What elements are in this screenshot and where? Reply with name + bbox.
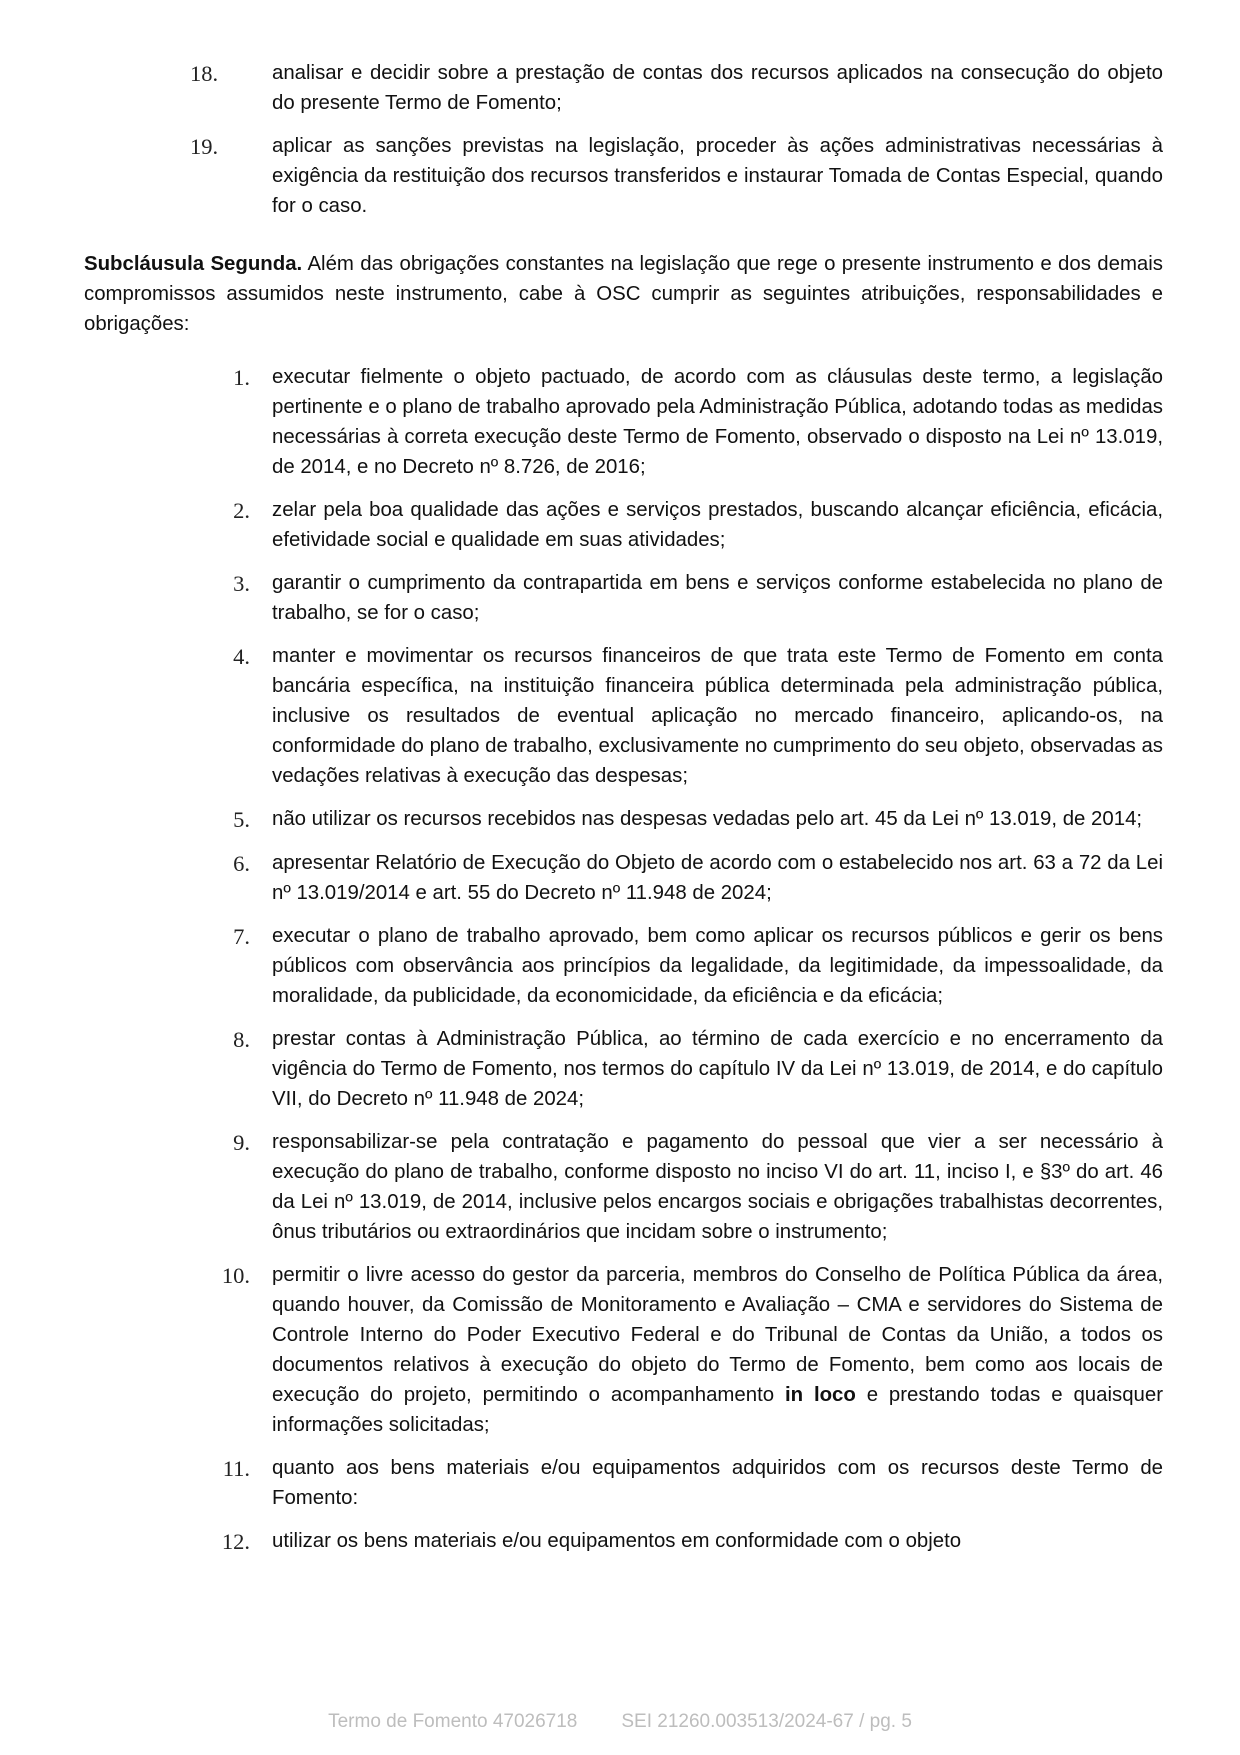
list-item: [190, 1127, 1163, 1247]
item-text: [272, 1260, 1163, 1440]
list-item: [190, 1526, 1163, 1557]
item-number: 12.: [221, 1529, 250, 1554]
item-text-part: permitir o livre acesso do gestor da parceria, membros do Conselho de Política Pública da área, quando houver, da Comissão de Monitoramento e Avaliação – CMA e servidores do Sistema de Controle Interno do Poder Executivo Federal e do Tribunal de Contas da União, a todos os documentos relativos à execução do objeto do Termo de Fomento, bem como aos locais de execução do projeto, permitindo o acompanhamento: [272, 1264, 1163, 1406]
item-number: 10.: [221, 1263, 250, 1288]
item-number: 8.: [233, 1027, 250, 1052]
item-number: 3.: [233, 571, 250, 596]
item-text: aplicar as sanções previstas na legislação, proceder às ações administrativas necessárias à exigência da restituição dos recursos transferidos e instaurar Tomada de Contas Especial, quando for o caso.: [272, 135, 1163, 217]
subclause-heading: Subcláusula Segunda.: [84, 253, 303, 275]
item-number: 18.: [190, 61, 219, 86]
item-text: utilizar os bens materiais e/ou equipamentos em conformidade com o objeto: [272, 1530, 962, 1552]
list-item: [190, 1260, 1163, 1440]
item-text: não utilizar os recursos recebidos nas despesas vedadas pelo art. 45 da Lei nº 13.019, de 2014;: [272, 808, 1143, 830]
item-text: prestar contas à Administração Pública, ao término de cada exercício e no encerramento da vigência do Termo de Fomento, nos termos do capítulo IV da Lei nº 13.019, de 2014, e do capítulo VII, do Decreto nº 11.948 de 2024;: [272, 1028, 1163, 1110]
item-text: executar o plano de trabalho aprovado, bem como aplicar os recursos públicos e gerir os bens públicos com observância aos princípios da legalidade, da legitimidade, da impessoalidade, da moralidade, da publicidade, da economicidade, da eficiência e da eficácia;: [272, 925, 1163, 1007]
list-item: [190, 641, 1163, 791]
item-number: 7.: [233, 924, 250, 949]
item-text: apresentar Relatório de Execução do Objeto de acordo com o estabelecido nos art. 63 a 72 da Lei nº 13.019/2014 e art. 55 do Decreto nº 11.948 de 2024;: [272, 852, 1163, 904]
item-number: 6.: [233, 851, 250, 876]
item-text-part: e prestando todas e quaisquer informações solicitadas;: [272, 1384, 1163, 1436]
item-text: responsabilizar-se pela contratação e pagamento do pessoal que vier a ser necessário à execução do plano de trabalho, conforme disposto no inciso VI do art. 11, inciso I, e §3º do art. 46 da Lei nº 13.019, de 2014, inclusive pelos encargos sociais e obrigações trabalhistas decorrentes, ônus tributários ou extraordinários que incidam sobre o instrumento;: [272, 1131, 1163, 1243]
subclause-paragraph: [84, 249, 1163, 339]
list-item: [190, 1453, 1163, 1513]
list-item: [190, 58, 1163, 118]
item-number: 5.: [233, 807, 250, 832]
item-number: 11.: [222, 1456, 250, 1481]
list-item: [190, 362, 1163, 482]
item-number: 1.: [233, 365, 250, 390]
list-item: [190, 495, 1163, 555]
item-text: analisar e decidir sobre a prestação de contas dos recursos aplicados na consecução do objeto do presente Termo de Fomento;: [272, 62, 1163, 114]
item-number: 2.: [233, 498, 250, 523]
item-number: 9.: [233, 1130, 250, 1155]
obligations-list-continued: [190, 58, 1163, 234]
item-number: 19.: [190, 134, 219, 159]
list-item: [190, 921, 1163, 1011]
footer-process-page: SEI 21260.003513/2024-67 / pg. 5: [621, 1711, 912, 1732]
item-text: manter e movimentar os recursos financeiros de que trata este Termo de Fomento em conta bancária específica, na instituição financeira pública determinada pela administração pública, inclusive os resultados de eventual aplicação no mercado financeiro, aplicando-os, na conformidade do plano de trabalho, exclusivamente no cumprimento do seu objeto, observadas as vedações relativas à execução das despesas;: [272, 645, 1163, 787]
item-number: 4.: [233, 644, 250, 669]
list-item: [190, 804, 1163, 835]
subclause-text: Além das obrigações constantes na legislação que rege o presente instrumento e dos demais compromissos assumidos neste instrumento, cabe à OSC cumprir as seguintes atribuições, responsabilidades e obrigações:: [84, 253, 1164, 335]
list-item: [190, 568, 1163, 628]
footer-document-id: Termo de Fomento 47026718: [328, 1711, 578, 1732]
item-text: zelar pela boa qualidade das ações e serviços prestados, buscando alcançar eficiência, eficácia, efetividade social e qualidade em suas atividades;: [272, 499, 1163, 551]
list-item: [190, 1024, 1163, 1114]
item-text: garantir o cumprimento da contrapartida em bens e serviços conforme estabelecida no plano de trabalho, se for o caso;: [272, 572, 1163, 624]
page-footer: [0, 1711, 1240, 1733]
osc-obligations-list: [190, 362, 1163, 1570]
list-item: [190, 131, 1163, 221]
list-item: [190, 848, 1163, 908]
item-text: quanto aos bens materiais e/ou equipamentos adquiridos com os recursos deste Termo de Fomento:: [272, 1457, 1163, 1509]
in-loco-emphasis: in loco: [784, 1384, 856, 1406]
item-text: executar fielmente o objeto pactuado, de acordo com as cláusulas deste termo, a legislação pertinente e o plano de trabalho aprovado pela Administração Pública, adotando todas as medidas necessárias à correta execução deste Termo de Fomento, observado o disposto na Lei nº 13.019, de 2014, e no Decreto nº 8.726, de 2016;: [272, 366, 1164, 478]
